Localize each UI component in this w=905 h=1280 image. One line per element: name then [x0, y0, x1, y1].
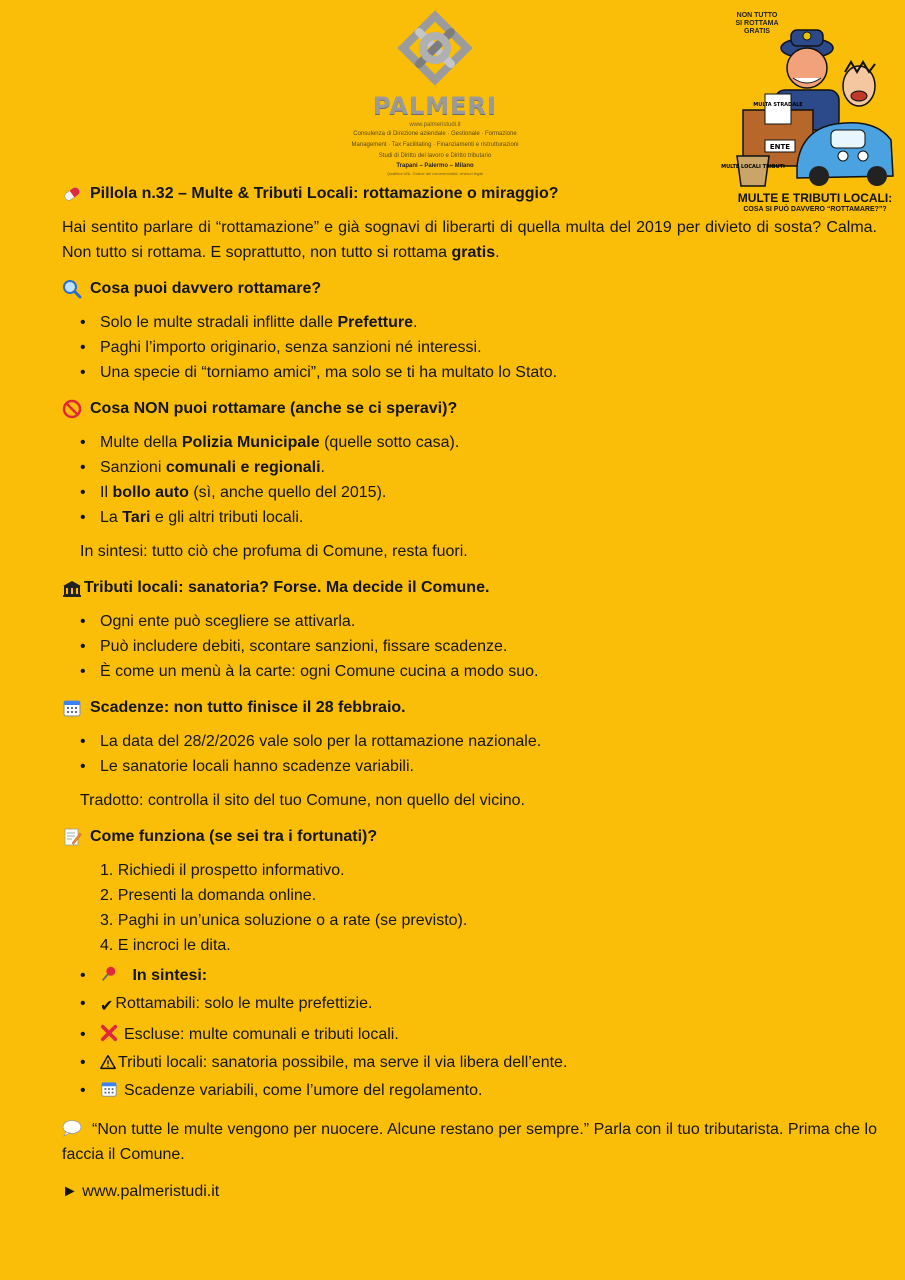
building-icon — [62, 578, 82, 598]
list-item: • È come un menù à la carte: ogni Comune cucina a modo suo. — [80, 659, 877, 684]
website-line — [62, 1179, 877, 1204]
intro-bold: gratis — [451, 244, 496, 261]
step-item: 1. Richiedi il prospetto informativo. — [100, 862, 345, 879]
cartoon-title: MULTE E TRIBUTI LOCALI: — [737, 191, 893, 205]
list-item: • Il bollo auto (sì, anche quello del 2015). — [80, 480, 877, 505]
section4-heading — [62, 696, 877, 720]
section2-heading — [62, 397, 877, 421]
brand-footer: Qualifica UNI, Ordine dei commercialisti, revisori legali — [386, 171, 484, 176]
cartoon-bin-label: MULTE LOCALI TRIBUTI — [721, 164, 785, 170]
cartoon-scene-icon — [721, 6, 895, 186]
page-title — [62, 182, 877, 206]
warning-icon — [100, 1054, 116, 1070]
list-item: • Le sanatorie locali hanno scadenze variabili. — [80, 754, 877, 779]
summary-item: • Scadenze variabili, come l’umore del regolamento. — [80, 1077, 877, 1105]
step-item: 2. Presenti la domanda online. — [100, 887, 317, 904]
pill-icon — [62, 184, 82, 204]
website-link[interactable]: www.palmeristudi.it — [82, 1183, 220, 1200]
intro-end: . — [495, 244, 500, 261]
summary-item: • Tributi locali: sanatoria possibile, ma serve il via libera dell’ente. — [80, 1049, 877, 1077]
brand-cities: Trapani – Palermo – Milano — [396, 163, 474, 169]
list-item: • La data del 28/2/2026 vale solo per la rottamazione nazionale. — [80, 729, 877, 754]
knot-logo-icon — [395, 10, 475, 90]
list-item: • Sanzioni comunali e regionali. — [80, 455, 877, 480]
prohibited-icon — [62, 399, 82, 419]
intro-text: Hai sentito parlare di “rottamazione” e già sognavi di liberarti di quella multa del 2019 per divieto di sosta? Calma. Non tutto si rottama. E soprattutto, non tutto si rottama — [62, 219, 877, 261]
brand-name: PALMERI — [373, 92, 497, 120]
intro-paragraph — [62, 215, 877, 265]
summary-item: • Escluse: multe comunali e tributi locali. — [80, 1021, 877, 1049]
list-item: • Una specie di “torniamo amici”, ma solo se ti ha multato lo Stato. — [80, 360, 877, 385]
brand-line-1: Consulenza di Direzione aziendale · Gestionale · Formazione — [353, 131, 517, 137]
section2-summary: In sintesi: tutto ciò che profuma di Comune, resta fuori. — [80, 543, 468, 560]
palmeri-logo — [340, 10, 530, 180]
list-item: • Può includere debiti, scontare sanzioni, fissare scadenze. — [80, 634, 877, 659]
summary-heading — [80, 962, 877, 990]
section4-list — [80, 729, 877, 779]
summary-heading-text: In sintesi: — [132, 967, 208, 984]
step-item: 3. Paghi in un’unica soluzione o a rate (se previsto). — [100, 912, 468, 929]
closing-paragraph — [62, 1117, 877, 1167]
calendar-icon — [62, 698, 82, 718]
brand-line-3: Studi di Diritto del lavoro e Diritto tributario — [378, 153, 492, 159]
section3-list — [80, 609, 877, 684]
section1-heading — [62, 277, 877, 301]
cartoon-desk-label: ENTE — [769, 143, 791, 151]
pushpin-icon — [100, 965, 118, 983]
step-item: 4. E incroci le dita. — [100, 937, 231, 954]
summary-list — [80, 962, 877, 1105]
list-item: • Paghi l’importo originario, senza sanzioni né interessi. — [80, 335, 877, 360]
list-item: • Ogni ente può scegliere se attivarla. — [80, 609, 877, 634]
play-arrow-icon: ► — [62, 1183, 78, 1200]
section1-list — [80, 310, 877, 385]
cartoon-sign-multa: MULTA STRADALE — [753, 102, 803, 108]
section5-heading-text: Come funziona (se sei tra i fortunati)? — [90, 828, 378, 845]
list-item: • Solo le multe stradali inflitte dalle Prefetture. — [80, 310, 877, 335]
brand-site: www.palmeristudi.it — [409, 122, 461, 128]
section3-heading — [62, 576, 877, 600]
main-content — [62, 182, 877, 1204]
cartoon-subtitle: COSA SI PUÒ DAVVERO “ROTTAMARE?”? — [743, 206, 887, 213]
brand-line-2: Management · Tax Facilitating · Finanziamenti e ristrutturazioni — [351, 142, 519, 148]
section5-heading — [62, 825, 877, 849]
calendar-icon — [100, 1080, 118, 1098]
section1-heading-text: Cosa puoi davvero rottamare? — [90, 280, 322, 297]
section4-heading-text: Scadenze: non tutto finisce il 28 febbraio. — [90, 699, 406, 716]
section5-steps — [100, 858, 877, 958]
memo-icon — [62, 827, 82, 847]
section2-list — [80, 430, 877, 530]
closing-text: “Non tutte le multe vengono per nuocere. Alcune restano per sempre.” Parla con il tuo tributarista. Prima che lo faccia il Comune. — [62, 1121, 877, 1163]
check-icon: ✔ — [100, 998, 114, 1015]
page-title-text: Pillola n.32 – Multe & Tributi Locali: rottamazione o miraggio? — [90, 185, 559, 202]
section2-heading-text: Cosa NON puoi rottamare (anche se ci speravi)? — [90, 400, 458, 417]
cross-icon — [100, 1024, 118, 1042]
section4-note: Tradotto: controlla il sito del tuo Comune, non quello del vicino. — [80, 792, 525, 809]
summary-item: • ✔ Rottamabili: solo le multe prefettizie. — [80, 990, 877, 1021]
list-item: • Multe della Polizia Municipale (quelle sotto casa). — [80, 430, 877, 455]
cartoon-top-label: NON TUTTO SI ROTTAMA GRATIS — [735, 12, 779, 35]
section3-heading-text: Tributi locali: sanatoria? Forse. Ma decide il Comune. — [84, 579, 490, 596]
list-item: • La Tari e gli altri tributi locali. — [80, 505, 877, 530]
magnifier-icon — [62, 279, 82, 299]
speech-bubble-icon — [62, 1119, 82, 1137]
